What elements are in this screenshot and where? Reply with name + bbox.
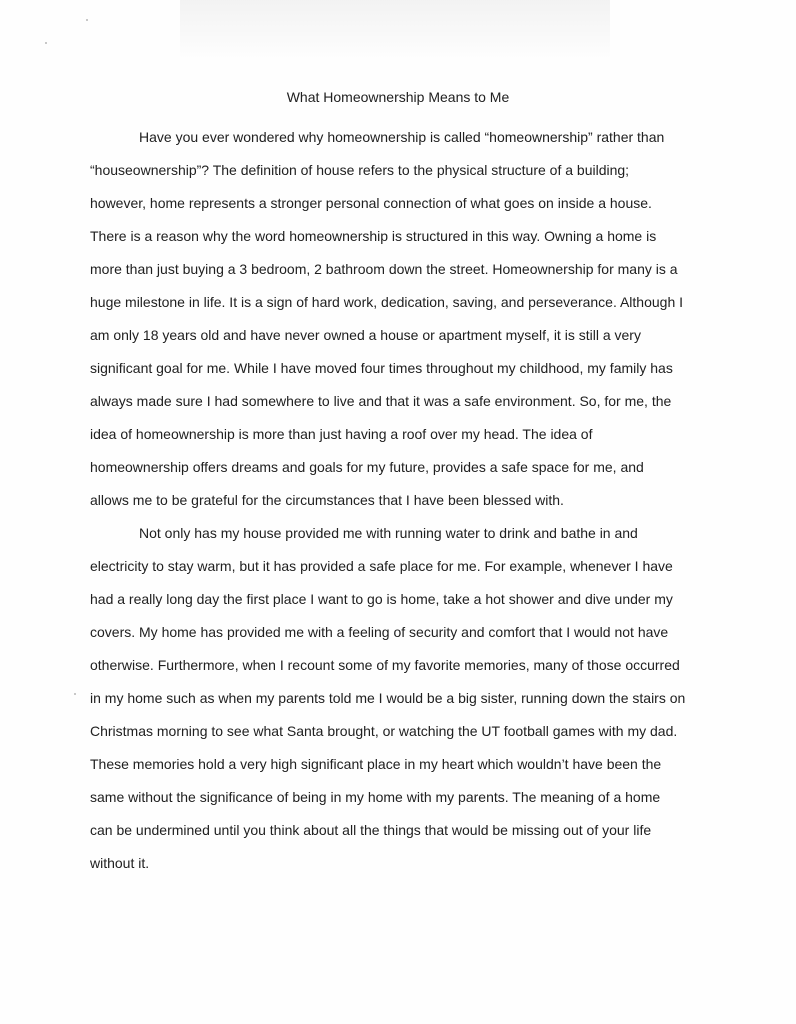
text-line: otherwise. Furthermore, when I recount some of my favorite memories, many of those occurred xyxy=(90,657,680,673)
text-line: electricity to stay warm, but it has provided a safe place for me. For example, whenever I have xyxy=(90,558,673,574)
text-line: These memories hold a very high significant place in my heart which wouldn’t have been the xyxy=(90,756,662,772)
text-line: There is a reason why the word homeownership is structured in this way. Owning a home is xyxy=(90,228,657,244)
text-line: Have you ever wondered why homeownership is called “homeownership” rather than xyxy=(139,129,665,145)
scan-speck xyxy=(45,42,47,44)
text-line: without it. xyxy=(90,855,150,871)
text-line: significant goal for me. While I have moved four times throughout my childhood, my family has xyxy=(90,360,673,376)
essay-body xyxy=(90,121,730,880)
text-line: am only 18 years old and have never owned a house or apartment myself, it is still a very xyxy=(90,327,641,343)
text-line: always made sure I had somewhere to live and that it was a safe environment. So, for me, the xyxy=(90,393,672,409)
text-line: homeownership offers dreams and goals for my future, provides a safe space for me, and xyxy=(90,459,644,475)
text-line: however, home represents a stronger personal connection of what goes on inside a house. xyxy=(90,195,652,211)
scan-speck xyxy=(74,693,76,695)
text-line: allows me to be grateful for the circumstances that I have been blessed with. xyxy=(90,492,564,508)
text-line: in my home such as when my parents told me I would be a big sister, running down the stairs on xyxy=(90,690,686,706)
essay-paragraph-2 xyxy=(90,517,730,880)
text-line: more than just buying a 3 bedroom, 2 bathroom down the street. Homeownership for many is a xyxy=(90,261,678,277)
text-line: can be undermined until you think about all the things that would be missing out of your life xyxy=(90,822,652,838)
text-line: huge milestone in life. It is a sign of hard work, dedication, saving, and perseverance. Although I xyxy=(90,294,684,310)
essay-title: What Homeownership Means to Me xyxy=(286,89,510,105)
text-line: had a really long day the first place I want to go is home, take a hot shower and dive under my xyxy=(90,591,673,607)
text-line: same without the significance of being in my home with my parents. The meaning of a home xyxy=(90,789,661,805)
text-line: covers. My home has provided me with a feeling of security and comfort that I would not have xyxy=(90,624,669,640)
text-line: Christmas morning to see what Santa brought, or watching the UT football games with my dad. xyxy=(90,723,678,739)
text-line: “houseownership”? The definition of house refers to the physical structure of a building; xyxy=(90,162,630,178)
text-line: idea of homeownership is more than just having a roof over my head. The idea of xyxy=(90,426,593,442)
scan-bleed-through xyxy=(180,0,610,60)
scan-speck xyxy=(86,19,88,21)
text-line: Not only has my house provided me with running water to drink and bathe in and xyxy=(139,525,638,541)
essay-paragraph-1 xyxy=(90,121,730,517)
